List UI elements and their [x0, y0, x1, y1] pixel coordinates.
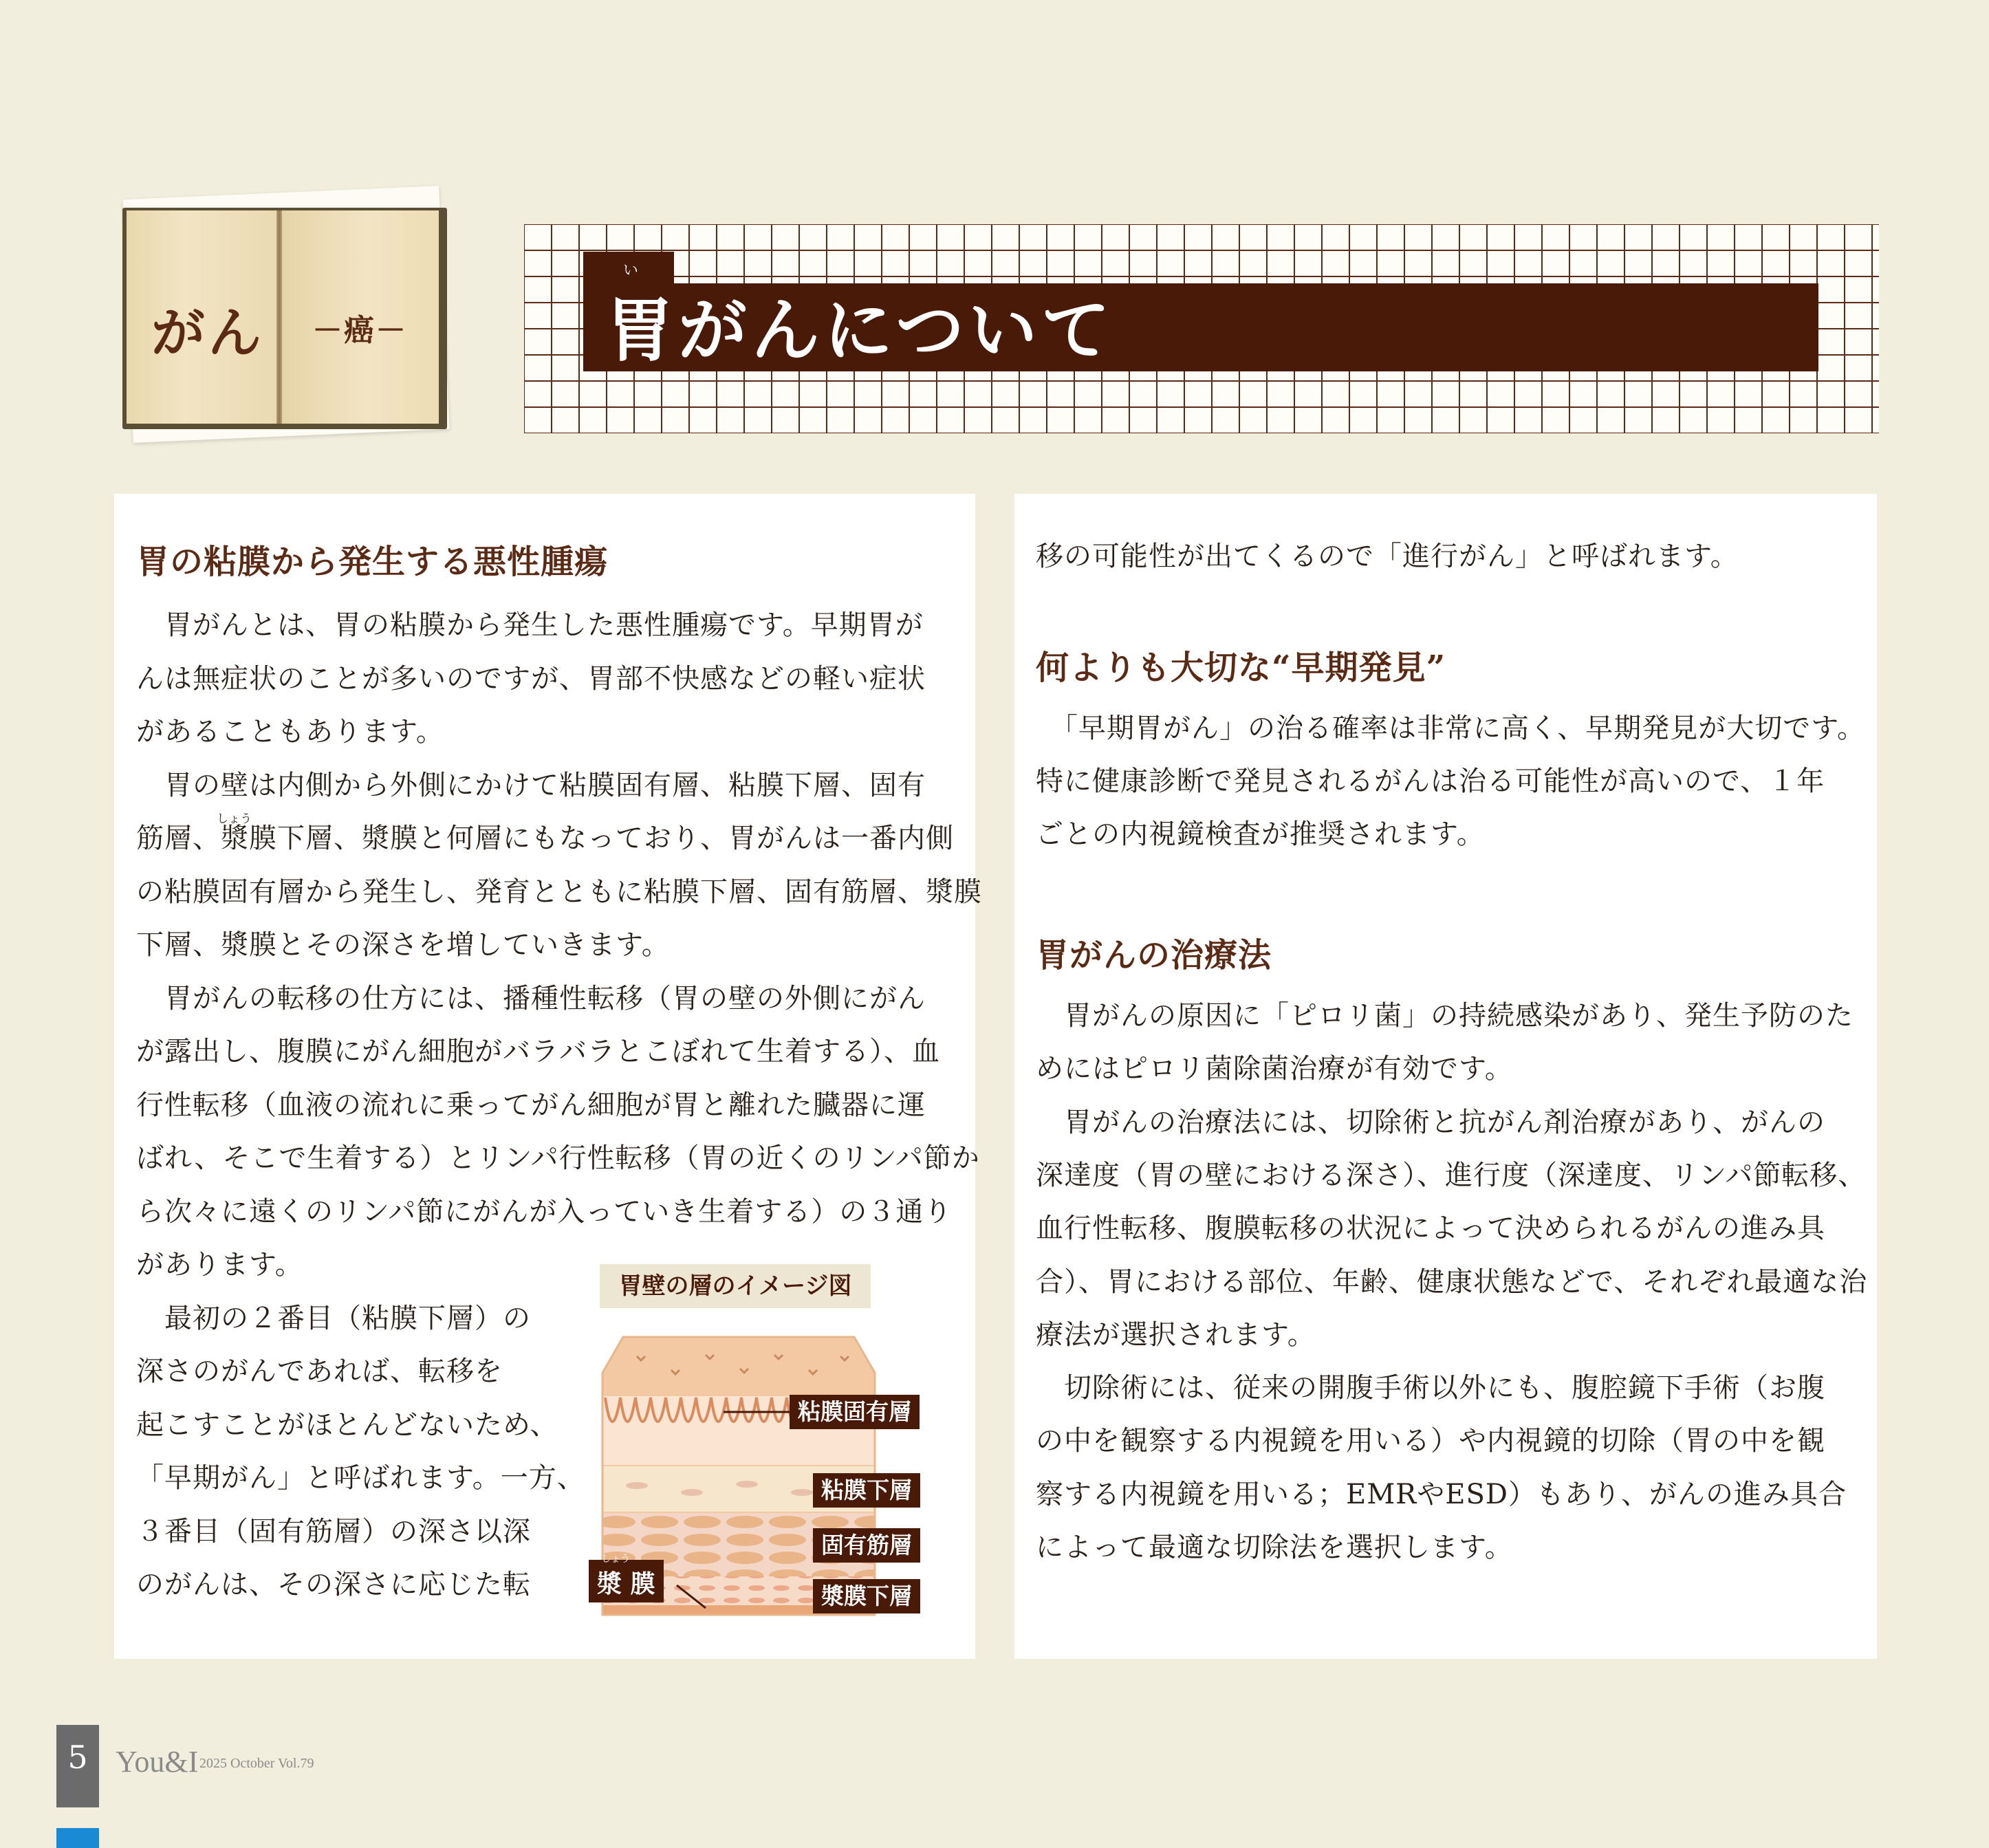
page-accent-bar — [56, 1828, 99, 1848]
body-text-line: 起こすことがほとんどないため、 — [136, 1409, 558, 1441]
body-text-line: 筋層、漿膜下層、漿膜と何層にもなっており、胃がんは一番内側 — [136, 823, 954, 854]
body-text-line: ３番目（固有筋層）の深さ以深 — [136, 1515, 531, 1547]
body-text-line: 深さのがんであれば、転移を — [136, 1356, 503, 1387]
book-subtitle: －癌－ — [312, 313, 407, 348]
body-text-line: が露出し、腹膜にがん細胞がバラバラとこぼれて生着する）、血 — [136, 1036, 940, 1067]
page-number: 5 — [67, 1739, 88, 1776]
page-title: 胃がんについて — [605, 290, 1114, 371]
section-heading-treatment: 胃がんの治療法 — [1036, 936, 1272, 975]
body-text-line: 胃の壁は内側から外側にかけて粘膜固有層、粘膜下層、固有 — [136, 769, 926, 801]
body-text-line: 切除術には、従来の開腹手術以外にも、腹腔鏡下手術（お腹 — [1036, 1372, 1825, 1404]
section-heading-early-detection: 何よりも大切な“早期発見” — [1036, 649, 1446, 687]
book-illustration — [118, 187, 453, 440]
issue-label: 2025 October Vol.79 — [199, 1756, 314, 1771]
label-serosa: 漿 膜 — [589, 1560, 664, 1602]
body-text-line: があることもあります。 — [136, 716, 444, 748]
continuation-line: 移の可能性が出てくるので「進行がん」と呼ばれます。 — [1036, 541, 1739, 572]
body-text-line: 胃がんとは、胃の粘膜から発生した悪性腫瘍です。早期胃が — [136, 609, 924, 641]
body-text-line: 察する内視鏡を用いる；EMRやESD）もあり、がんの進み具合 — [1036, 1478, 1847, 1510]
body-text-line: 血行性転移、腹膜転移の状況によって決められるがんの進み具 — [1036, 1213, 1825, 1245]
body-text-line: 胃がんの治療法には、切除術と抗がん剤治療があり、がんの — [1036, 1106, 1825, 1138]
body-text-line: 「早期がん」と呼ばれます。一方、 — [136, 1462, 585, 1494]
body-text-line: ばれ、そこで生着する）とリンパ行性転移（胃の近くのリンパ節か — [136, 1142, 980, 1174]
body-text-line: 行性転移（血液の流れに乗ってがん細胞が胃と離れた臓器に運 — [136, 1089, 926, 1121]
body-text-line: 最初の２番目（粘膜下層）の — [136, 1302, 531, 1334]
body-text-line: の粘膜固有層から発生し、発育とともに粘膜下層、固有筋層、漿膜 — [136, 876, 982, 908]
body-text-line: 下層、漿膜とその深さを増していきます。 — [136, 929, 670, 961]
body-text-line: 「早期胃がん」の治る確率は非常に高く、早期発見が大切です。 — [1036, 713, 1865, 744]
body-text-line: 療法が選択されます。 — [1036, 1318, 1316, 1351]
body-text-line: があります。 — [136, 1249, 303, 1281]
body-text-line: 合）、胃における部位、年齢、健康状態などで、それぞれ最適な治 — [1036, 1265, 1868, 1298]
magazine-logo: You&I — [116, 1745, 199, 1779]
body-text-line: 深達度（胃の壁における深さ）、進行度（深達度、リンパ節転移、 — [1036, 1159, 1867, 1191]
body-text-line: の中を観察する内視鏡を用いる）や内視鏡的切除（胃の中を観 — [1036, 1425, 1825, 1457]
body-text-line: ごとの内視鏡検査が推奨されます。 — [1036, 818, 1485, 850]
body-text-line: めにはピロリ菌除菌治療が有効です。 — [1036, 1053, 1513, 1085]
body-text-line: 特に健康診断で発見されるがんは治る可能性が高いので、１年 — [1036, 765, 1825, 797]
body-text-line: 胃がんの転移の仕方には、播種性転移（胃の壁の外側にがん — [136, 982, 926, 1014]
book-title: がん — [151, 302, 265, 365]
label-submucosa: 粘膜下層 — [813, 1473, 920, 1508]
book-spine — [276, 210, 282, 424]
ruby-shou: しょう — [217, 812, 252, 826]
label-subserosa: 漿膜下層 — [813, 1579, 920, 1613]
body-text-line: んは無症状のことが多いのですが、胃部不快感などの軽い症状 — [136, 662, 926, 695]
diagram-title: 胃壁の層のイメージ図 — [600, 1264, 871, 1308]
body-text-line: 胃がんの原因に「ピロリ菌」の持続感染があり、発生予防のた — [1036, 1000, 1854, 1032]
section-heading-malignant: 胃の粘膜から発生する悪性腫瘍 — [136, 543, 609, 581]
label-muscularis: 固有筋層 — [813, 1528, 920, 1563]
label-lamina-propria: 粘膜固有層 — [790, 1395, 920, 1429]
body-text-line: ら次々に遠くのリンパ節にがんが入っていき生着する）の３通り — [136, 1195, 953, 1228]
body-text-line: のがんは、その深さに応じた転 — [136, 1569, 531, 1600]
body-text-line: によって最適な切除法を選択します。 — [1036, 1532, 1513, 1563]
label-serosa-ruby: しょう — [601, 1554, 630, 1565]
title-ruby: い — [623, 262, 639, 279]
